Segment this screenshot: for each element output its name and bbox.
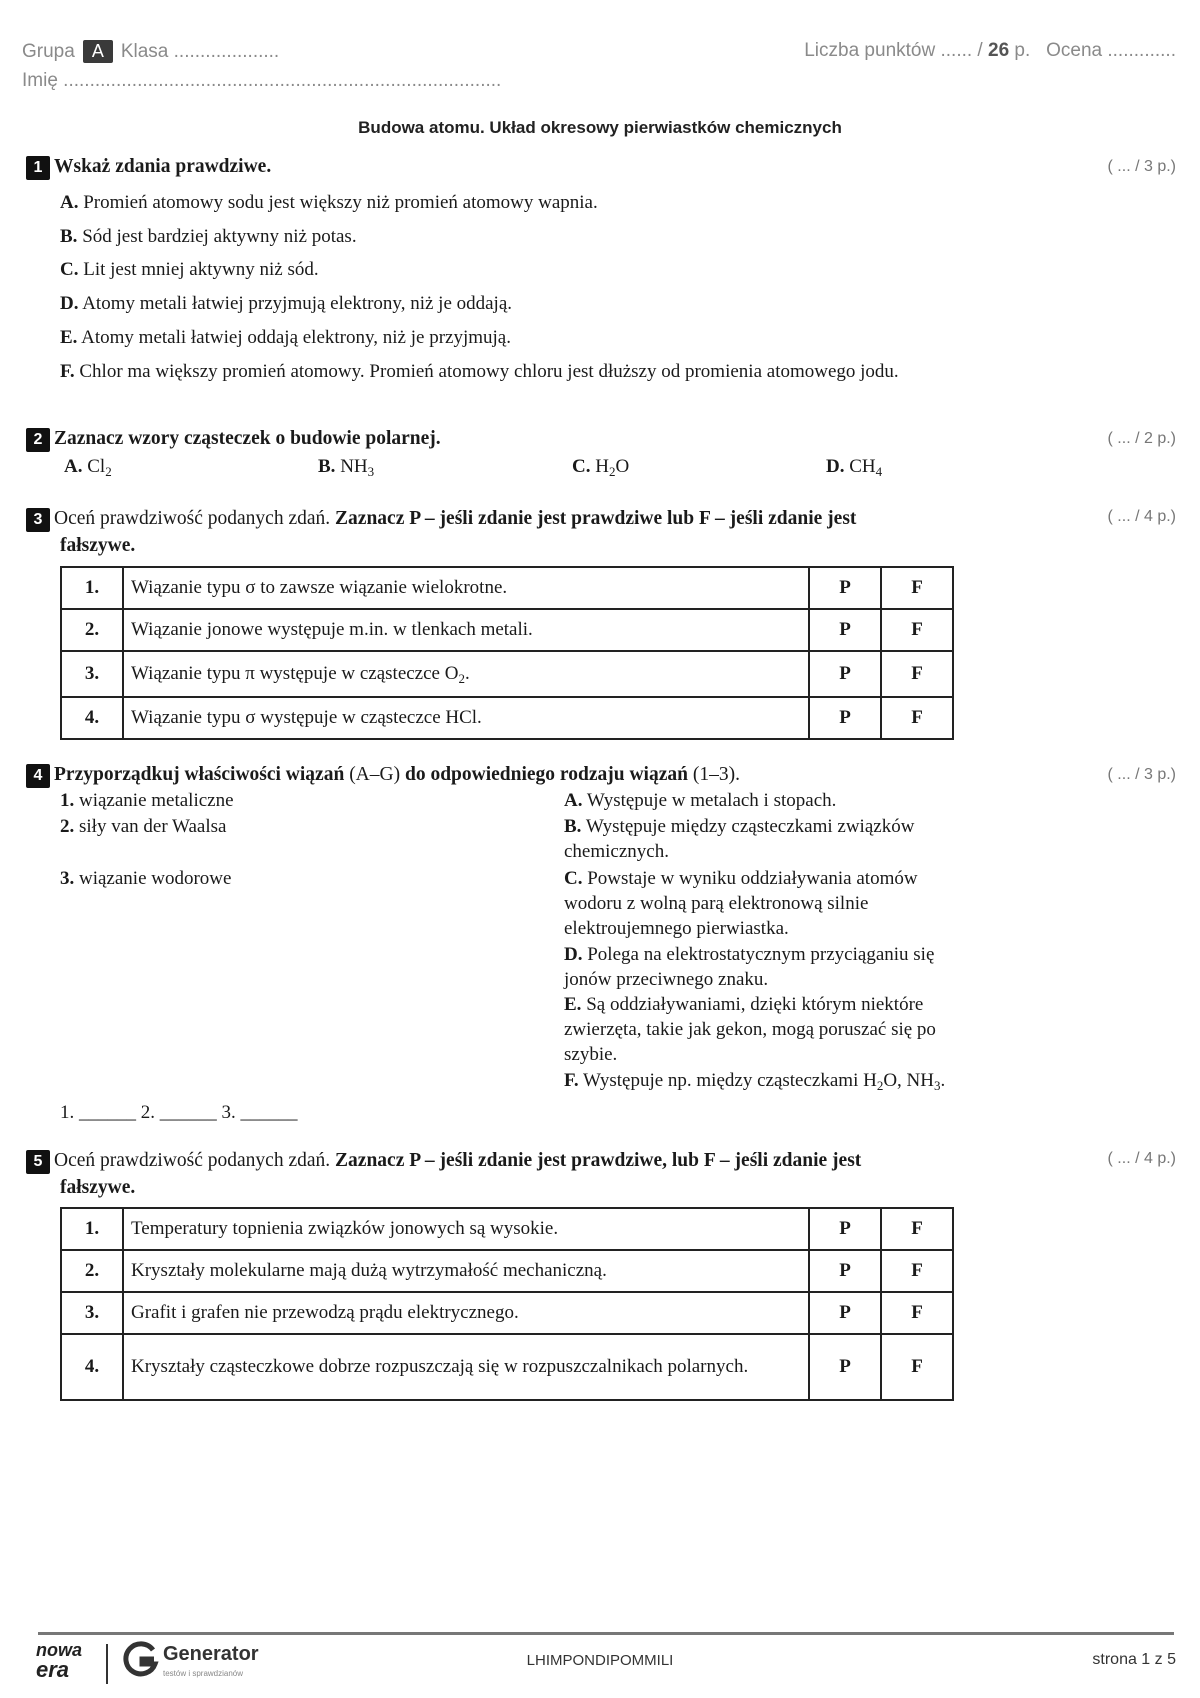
formula-subscript: 4	[875, 464, 883, 479]
formula-option-b	[318, 454, 374, 479]
row-number: 2.	[61, 609, 123, 651]
row-statement	[123, 651, 809, 697]
item-text: siły van der Waalsa	[79, 816, 227, 837]
question-text-normal: (1–3).	[687, 764, 740, 785]
formula-subscript: 2	[105, 464, 112, 479]
option-b	[60, 224, 357, 249]
test-code: LHIMPONDIPOMMILI	[526, 1652, 674, 1669]
item-text: wiązanie metaliczne	[79, 790, 234, 811]
item-label: 2.	[60, 816, 75, 837]
option-label: C.	[60, 259, 79, 280]
answer-f[interactable]: F	[881, 651, 953, 697]
item-label: B.	[564, 816, 582, 837]
header-points	[804, 40, 1176, 62]
answer-f[interactable]: F	[881, 1250, 953, 1292]
true-false-table	[60, 1207, 954, 1401]
answer-p[interactable]: P	[809, 697, 881, 739]
formula-subscript: 2	[458, 671, 465, 686]
row-statement: Kryształy molekularne mają dużą wytrzymałość mechaniczną.	[123, 1250, 809, 1292]
formula-option-d	[826, 454, 882, 479]
question-3-header	[26, 506, 1016, 560]
formula: H	[595, 456, 609, 477]
points-total: 26	[988, 40, 1010, 61]
question-4-header	[26, 764, 740, 788]
answer-f[interactable]: F	[881, 1292, 953, 1334]
bond-type-2	[60, 814, 226, 839]
row-number: 1.	[61, 567, 123, 609]
item-label: A.	[564, 790, 583, 811]
item-text-end: .	[940, 1070, 946, 1091]
header-grupa	[22, 40, 279, 63]
logo-text-era: era	[36, 1657, 70, 1682]
option-label: D.	[60, 293, 79, 314]
formula-option-a	[64, 454, 112, 479]
question-text-bold-cont: fałszywe.	[60, 1177, 136, 1198]
imie-field: Imię ...................................................................................	[22, 70, 502, 91]
row-number: 4.	[61, 697, 123, 739]
page-number: strona 1 z 5	[1092, 1651, 1176, 1668]
row-number: 1.	[61, 1208, 123, 1250]
answer-lines	[60, 1100, 298, 1125]
item-text: wiązanie wodorowe	[79, 868, 232, 889]
answer-p[interactable]: P	[809, 1208, 881, 1250]
table-row	[61, 567, 953, 609]
property-a	[564, 788, 1034, 813]
formula-option-c	[572, 454, 629, 479]
answer-f[interactable]: F	[881, 1208, 953, 1250]
table-row	[61, 1208, 953, 1250]
property-f	[564, 1068, 1034, 1093]
formula-subscript: 2	[608, 464, 616, 479]
item-text-cont: szybie.	[564, 1044, 618, 1065]
answer-blank-3[interactable]: 3. ______	[221, 1102, 298, 1123]
option-label: A.	[60, 192, 79, 213]
question-text-normal: Oceń prawdziwość podanych zdań.	[54, 508, 336, 529]
grupa-label: Grupa	[22, 41, 75, 62]
option-label: B.	[318, 456, 336, 477]
item-text-cont: jonów przeciwnego znaku.	[564, 969, 769, 990]
property-d	[564, 942, 1034, 992]
footer-divider	[38, 1632, 1174, 1635]
answer-f[interactable]: F	[881, 567, 953, 609]
question-text-normal: Oceń prawdziwość podanych zdań.	[54, 1150, 336, 1171]
question-number: 3	[26, 508, 50, 532]
option-e	[60, 325, 511, 350]
option-label: A.	[64, 456, 83, 477]
item-text-cont: zwierzęta, takie jak gekon, mogą poruszać się po	[564, 1019, 936, 1040]
question-text-normal: (A–G)	[344, 764, 405, 785]
option-c	[60, 257, 319, 282]
item-text: Występuje w metalach i stopach.	[586, 790, 837, 811]
row-statement: Kryształy cząsteczkowe dobrze rozpuszczają się w rozpuszczalnikach polarnych.	[123, 1334, 809, 1400]
item-text: Występuje między cząsteczkami związków	[585, 816, 915, 837]
statement-end: .	[464, 663, 470, 684]
option-f	[60, 359, 1030, 384]
question-text: Zaznacz wzory cząsteczek o budowie polarnej.	[54, 428, 441, 449]
answer-blank-2[interactable]: 2. ______	[140, 1102, 217, 1123]
item-text: Są oddziaływaniami, dzięki którym niektóre	[586, 994, 924, 1015]
answer-blank-1[interactable]: 1. ______	[60, 1102, 136, 1123]
answer-p[interactable]: P	[809, 1292, 881, 1334]
row-number: 4.	[61, 1334, 123, 1400]
option-label: B.	[60, 226, 78, 247]
generator-logo-text: Generator	[163, 1643, 259, 1665]
answer-f[interactable]: F	[881, 1334, 953, 1400]
question-number: 1	[26, 156, 50, 180]
answer-p[interactable]: P	[809, 1250, 881, 1292]
formula-subscript: 2	[876, 1078, 884, 1093]
points-label: Liczba punktów ...... /	[804, 40, 988, 61]
answer-p[interactable]: P	[809, 651, 881, 697]
question-text-bold: Zaznacz P – jeśli zdanie jest prawdziwe lub F – jeśli zdanie jest	[335, 508, 857, 529]
generator-logo-subtext: testów i sprawdzianów	[163, 1669, 244, 1678]
points-suffix: p.	[1009, 40, 1031, 61]
question-number: 2	[26, 428, 50, 452]
option-label: E.	[60, 327, 78, 348]
formula: CH	[849, 456, 876, 477]
row-statement: Grafit i grafen nie przewodzą prądu elektrycznego.	[123, 1292, 809, 1334]
row-statement: Wiązanie jonowe występuje m.in. w tlenkach metali.	[123, 609, 809, 651]
question-text-bold: Zaznacz P – jeśli zdanie jest prawdziwe, lub F – jeśli zdanie jest	[335, 1150, 862, 1171]
item-text: Występuje np. między cząsteczkami H	[583, 1070, 877, 1091]
question-1-header	[26, 156, 271, 180]
row-number: 2.	[61, 1250, 123, 1292]
question-5-header	[26, 1148, 1016, 1202]
question-text-bold: Przyporządkuj właściwości wiązań	[54, 764, 345, 785]
logo-text-nowa: nowa	[36, 1640, 83, 1660]
question-text-bold-cont: fałszywe.	[60, 535, 136, 556]
option-label: F.	[60, 361, 75, 382]
property-c	[564, 866, 1034, 941]
bond-type-3	[60, 866, 231, 891]
table-row	[61, 651, 953, 697]
true-false-table	[60, 566, 954, 740]
item-label: C.	[564, 868, 583, 889]
bond-type-1	[60, 788, 234, 813]
item-label: E.	[564, 994, 582, 1015]
formula: Cl	[87, 456, 106, 477]
row-statement: Wiązanie typu σ to zawsze wiązanie wielokrotne.	[123, 567, 809, 609]
question-points: ( ... / 3 p.)	[1107, 158, 1176, 175]
question-points: ( ... / 4 p.)	[1107, 508, 1176, 525]
item-text-cont: wodoru z wolną parą elektronową silnie	[564, 893, 869, 914]
formula-subscript: 3	[934, 1078, 941, 1093]
property-b	[564, 814, 1034, 864]
option-text: Lit jest mniej aktywny niż sód.	[83, 259, 319, 280]
answer-p[interactable]: P	[809, 567, 881, 609]
table-row	[61, 1292, 953, 1334]
answer-p[interactable]: P	[809, 609, 881, 651]
answer-f[interactable]: F	[881, 697, 953, 739]
answer-p[interactable]: P	[809, 1334, 881, 1400]
table-row	[61, 609, 953, 651]
item-text-cont: chemicznych.	[564, 841, 669, 862]
formula-subscript: 3	[367, 464, 375, 479]
table-row	[61, 1250, 953, 1292]
option-text: Sód jest bardziej aktywny niż potas.	[82, 226, 357, 247]
question-2-header	[26, 428, 441, 452]
option-label: D.	[826, 456, 845, 477]
answer-f[interactable]: F	[881, 609, 953, 651]
statement-text: Wiązanie typu π występuje w cząsteczce O	[131, 663, 459, 684]
question-points: ( ... / 2 p.)	[1107, 430, 1176, 447]
option-label: C.	[572, 456, 591, 477]
row-number: 3.	[61, 651, 123, 697]
item-label: D.	[564, 944, 583, 965]
grupa-value: A	[83, 40, 113, 63]
table-row	[61, 697, 953, 739]
option-text: Atomy metali łatwiej przyjmują elektrony, niż je oddają.	[82, 293, 513, 314]
item-label: F.	[564, 1070, 579, 1091]
row-statement: Temperatury topnienia związków jonowych są wysokie.	[123, 1208, 809, 1250]
item-label: 3.	[60, 868, 75, 889]
option-text: Chlor ma większy promień atomowy. Promień atomowy chloru jest dłuższy od promienia atomowego jodu.	[79, 361, 899, 382]
item-label: 1.	[60, 790, 75, 811]
item-text: Powstaje w wyniku oddziaływania atomów	[587, 868, 918, 889]
formula-suffix: O	[615, 456, 630, 477]
property-e	[564, 992, 1034, 1067]
row-number: 3.	[61, 1292, 123, 1334]
formula: NH	[340, 456, 368, 477]
option-a	[60, 190, 598, 215]
option-text: Promień atomowy sodu jest większy niż promień atomowy wapnia.	[83, 192, 598, 213]
ocena-field: Ocena .............	[1046, 40, 1176, 61]
question-points: ( ... / 4 p.)	[1107, 1150, 1176, 1167]
page-title: Budowa atomu. Układ okresowy pierwiastków chemicznych	[358, 118, 842, 137]
item-text: Polega na elektrostatycznym przyciąganiu się	[587, 944, 935, 965]
option-d	[60, 291, 512, 316]
question-text: Wskaż zdania prawdziwe.	[54, 156, 272, 177]
table-row	[61, 1334, 953, 1400]
question-number: 4	[26, 764, 50, 788]
question-points: ( ... / 3 p.)	[1107, 766, 1176, 783]
option-text: Atomy metali łatwiej oddają elektrony, niż je przyjmują.	[81, 327, 511, 348]
question-text-bold: do odpowiedniego rodzaju wiązań	[404, 764, 688, 785]
row-statement: Wiązanie typu σ występuje w cząsteczce HCl.	[123, 697, 809, 739]
item-text-cont: elektroujemnego pierwiastka.	[564, 918, 789, 939]
klasa-field: Klasa ....................	[120, 41, 280, 62]
item-text: O, NH	[883, 1070, 934, 1091]
question-number: 5	[26, 1150, 50, 1174]
